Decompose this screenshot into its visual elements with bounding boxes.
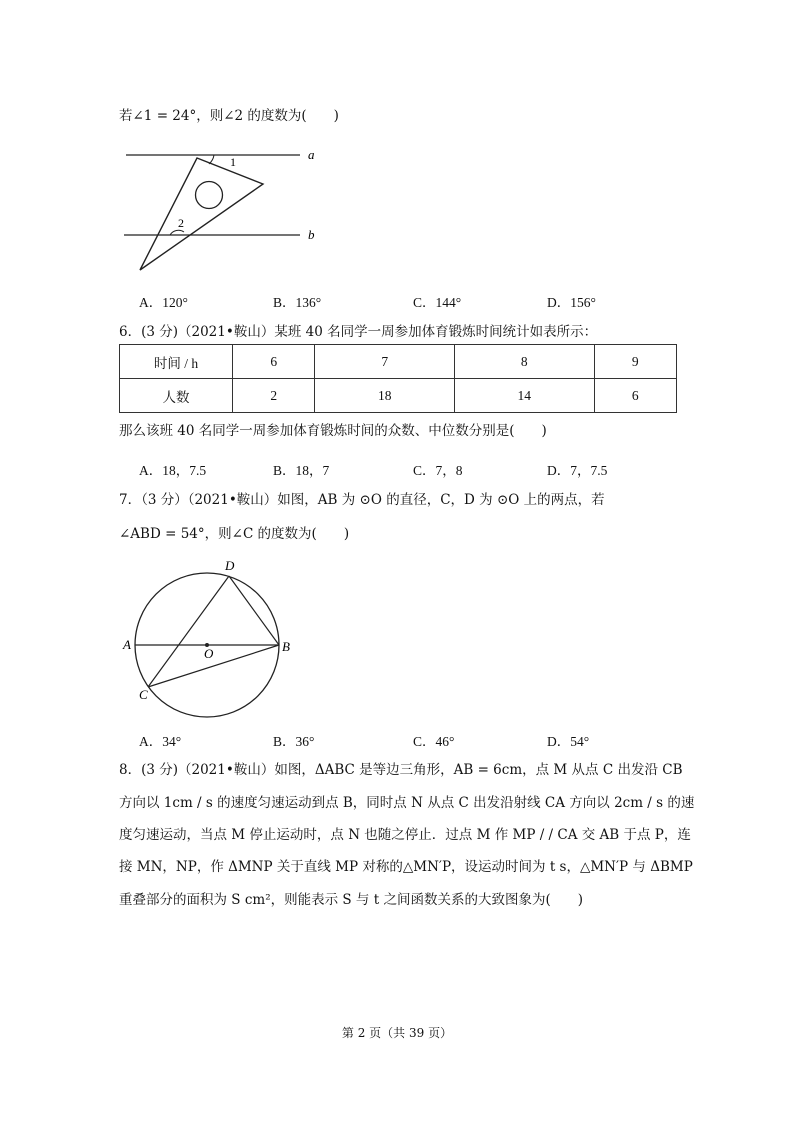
point-o-label: O [204, 646, 214, 661]
q7-stem-line-1: 7．（3 分）（2021•鞍山）如图，AB 为 ⊙O 的直径，C，D 为 ⊙O 上的两点，若 [119, 492, 605, 508]
page-footer: 第 2 页（共 39 页） [341, 1026, 453, 1040]
q7-option-d: D．54° [547, 734, 590, 749]
q8-line-1: 8．(3 分)（2021•鞍山）如图，ΔABC 是等边三角形，AB = 6cm，点 M 从点 C 出发沿 CB [119, 762, 683, 778]
q5-option-a: A．120° [139, 295, 188, 310]
table-header-cell: 时间 / h [120, 345, 233, 379]
table-cell: 14 [454, 379, 594, 413]
point-a-label: A [123, 637, 131, 652]
q6-option-d: D．7，7.5 [547, 463, 608, 478]
q7-stem-line-2: ∠ABD = 54°，则∠C 的度数为( ) [119, 526, 350, 542]
table-header-cell: 人数 [120, 379, 233, 413]
set-square-hole [196, 182, 223, 209]
table-cell: 8 [454, 345, 594, 379]
angle-2-arc [170, 230, 184, 235]
q6-statistics-table [119, 344, 677, 413]
q7-circle-figure [118, 556, 298, 718]
line-a-label: a [308, 147, 315, 162]
angle-1-arc [209, 155, 214, 164]
table-row [120, 345, 677, 379]
chord-dc [148, 576, 229, 687]
table-cell: 7 [315, 345, 455, 379]
angle-2-label: 2 [178, 216, 184, 230]
q7-option-b: B．36° [273, 734, 315, 749]
q6-stem: 6．(3 分)（2021•鞍山）某班 40 名同学一周参加体育锻炼时间统计如表所示： [119, 324, 598, 340]
set-square-triangle [140, 158, 263, 270]
q5-option-d: D．156° [547, 295, 596, 310]
q8-line-4: 接 MN，NP，作 ΔMNP 关于直线 MP 对称的△MN′P，设运动时间为 t s，△MN′P 与 ΔBMP [119, 859, 693, 875]
table-cell: 18 [315, 379, 455, 413]
q6-option-c: C．7，8 [413, 463, 463, 478]
q8-line-5: 重叠部分的面积为 S cm²，则能表示 S 与 t 之间函数关系的大致图象为( ) [119, 892, 583, 908]
q6-option-a: A．18，7.5 [139, 463, 207, 478]
table-cell: 2 [233, 379, 315, 413]
table-cell: 6 [233, 345, 315, 379]
q5-option-c: C．144° [413, 295, 462, 310]
chord-bd [229, 576, 279, 645]
q7-option-a: A．34° [139, 734, 182, 749]
q6-question: 那么该班 40 名同学一周参加体育锻炼时间的众数、中位数分别是( ) [119, 423, 547, 439]
chord-cb [148, 645, 279, 687]
q5-option-b: B．136° [273, 295, 322, 310]
angle-1-label: 1 [230, 155, 236, 169]
q6-option-b: B．18，7 [273, 463, 330, 478]
point-d-label: D [225, 558, 235, 573]
q7-option-c: C．46° [413, 734, 455, 749]
q5-parallel-lines-triangle-figure [118, 142, 318, 274]
point-b-label: B [282, 639, 290, 654]
line-b-label: b [308, 227, 315, 242]
table-cell: 6 [594, 379, 676, 413]
q5-stem: 若∠1 = 24°，则∠2 的度数为( ) [119, 108, 339, 124]
q8-line-2: 方向以 1cm / s 的速度匀速运动到点 B，同时点 N 从点 C 出发沿射线 CA 方向以 2cm / s 的速 [119, 795, 695, 811]
point-c-label: C [139, 687, 148, 702]
q8-line-3: 度匀速运动，当点 M 停止运动时，点 N 也随之停止．过点 M 作 MP / / CA 交 AB 于点 P，连 [119, 827, 691, 843]
table-row [120, 379, 677, 413]
table-cell: 9 [594, 345, 676, 379]
